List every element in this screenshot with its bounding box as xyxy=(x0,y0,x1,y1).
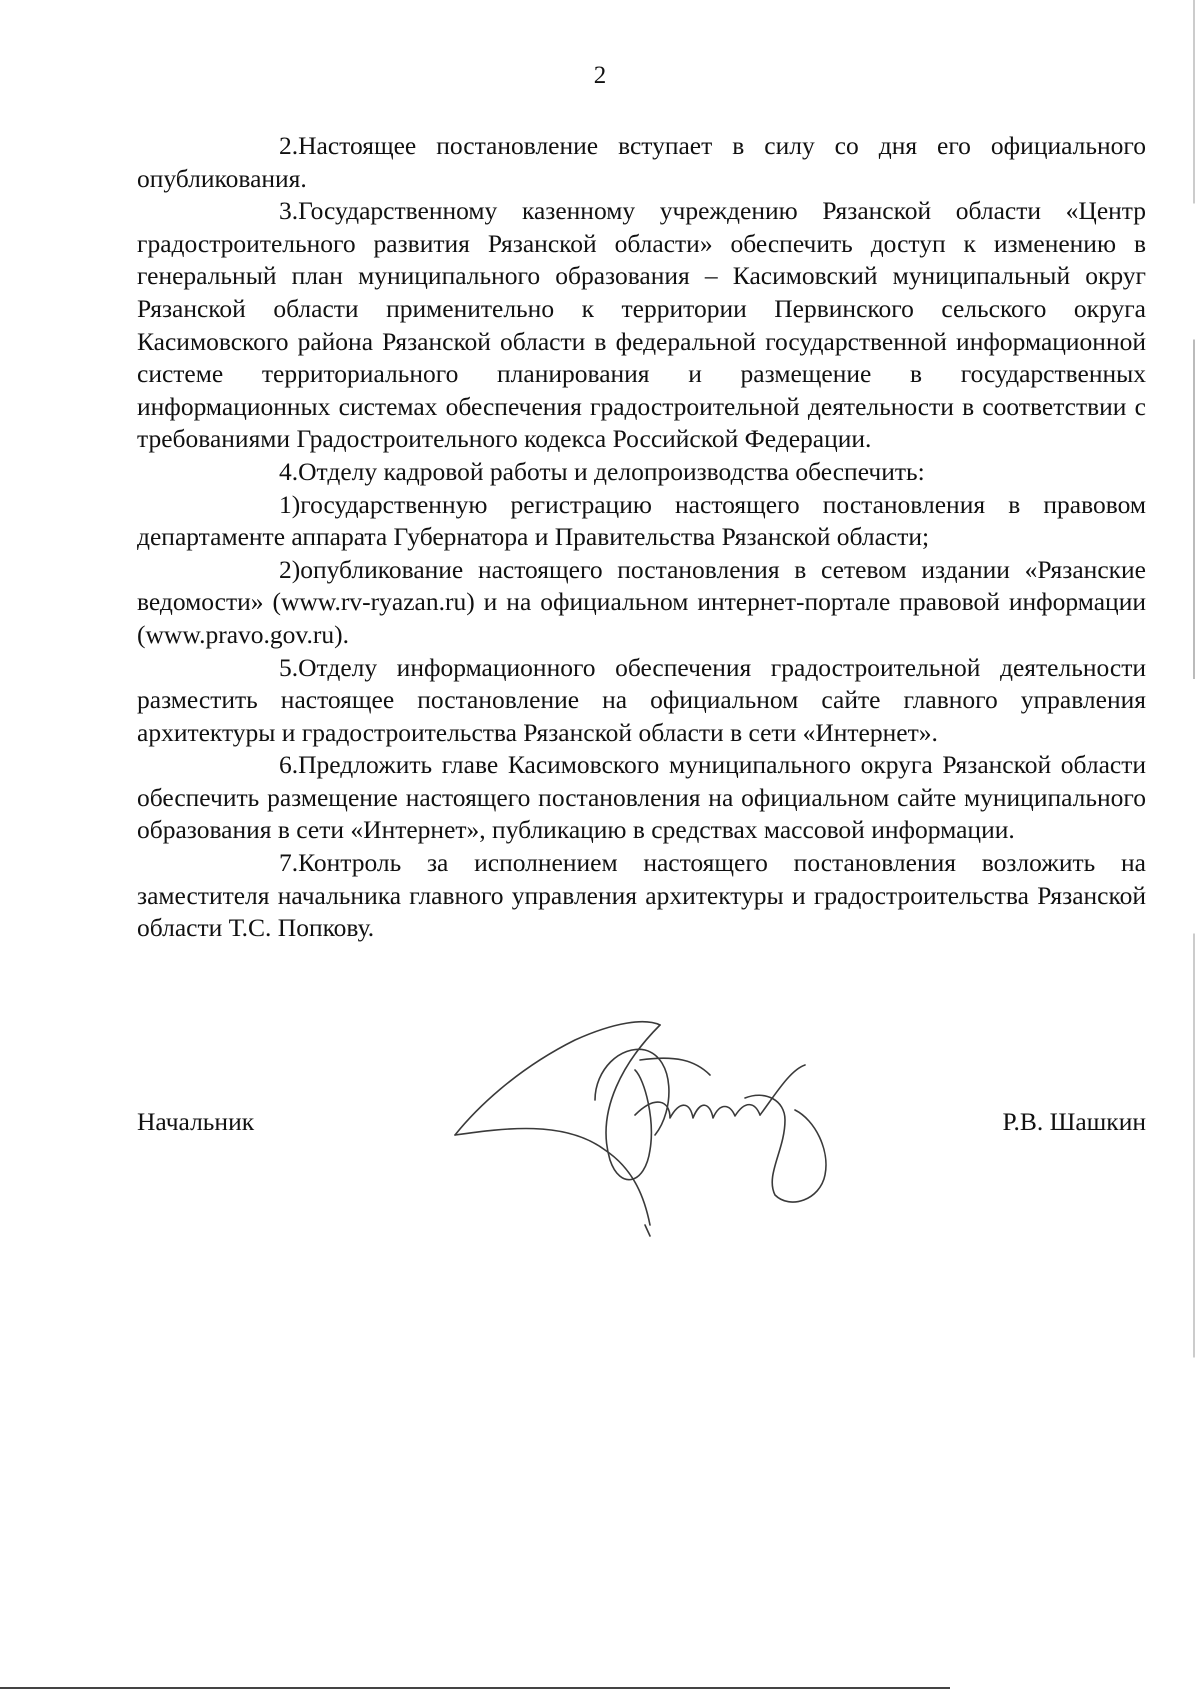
paragraph-text: государственную регистрацию настоящего постановления в правовом департаменте аппарата Губернатора и Правительства Рязанской области; xyxy=(137,489,1146,552)
paragraph-number: 5. xyxy=(279,652,299,682)
paragraph-number: 3. xyxy=(279,196,299,226)
paragraph-number: 7. xyxy=(279,848,299,878)
paragraph-4 xyxy=(137,456,1146,489)
paragraph-text: Государственному казенному учреждению Рязанской области «Центр градостроительного развития Рязанской области» обеспечить доступ к изменению в генеральный план муниципального образования – Касимовский муниципальный округ Рязанской области применительно к территории Первинского сельского округа Касимовского района Рязанской области в федеральной государственной информационной системе территориального планирования и размещение в государственных информационных системах обеспечения градостроительной деятельности в соответствии с требованиями Градостроительного кодекса Российской Федерации. xyxy=(137,196,1146,454)
paragraph-text: Отделу информационного обеспечения градостроительной деятельности разместить настоящее постановление на официальном сайте главного управления архитектуры и градостроительства Рязанской области в сети «Интернет». xyxy=(137,652,1146,747)
paragraph-number: 4. xyxy=(279,456,299,486)
signatory-title: Начальник xyxy=(137,1107,255,1136)
paragraph-number: 2) xyxy=(279,554,301,584)
paragraph-text: Контроль за исполнением настоящего постановления возложить на заместителя начальника главного управления архитектуры и градостроительства Рязанской области Т.С. Попкову. xyxy=(137,848,1146,943)
scan-edge-line xyxy=(1193,0,1195,1697)
paragraph-6 xyxy=(137,749,1146,847)
paragraph-5 xyxy=(137,652,1146,750)
paragraph-7 xyxy=(137,847,1146,945)
paragraph-2 xyxy=(137,130,1146,195)
paragraph-3 xyxy=(137,195,1146,456)
paragraph-number: 6. xyxy=(279,750,299,780)
scan-edge-line xyxy=(0,1687,950,1689)
paragraph-4-1 xyxy=(137,489,1146,554)
document-body xyxy=(137,130,1146,945)
paragraph-text: Настоящее постановление вступает в силу со дня его официального опубликования. xyxy=(137,131,1146,193)
paragraph-number: 2. xyxy=(279,131,299,160)
paragraph-number: 1) xyxy=(279,489,301,519)
paragraph-text: опубликование настоящего постановления в сетевом издании «Рязанские ведомости» (www.rv-ryazan.ru) и на официальном интернет-портале правовой информации (www.pravo.gov.ru). xyxy=(137,554,1146,649)
paragraph-4-2 xyxy=(137,554,1146,652)
paragraph-text: Предложить главе Касимовского муниципального округа Рязанской области обеспечить размещение настоящего постановления на официальном сайте муниципального образования в сети «Интернет», публикацию в средствах массовой информации. xyxy=(137,750,1146,845)
handwritten-signature xyxy=(445,1000,865,1240)
signatory-name: Р.В. Шашкин xyxy=(1002,1107,1146,1136)
paragraph-text: Отделу кадровой работы и делопроизводства обеспечить: xyxy=(298,456,925,486)
page-number: 2 xyxy=(593,62,607,89)
